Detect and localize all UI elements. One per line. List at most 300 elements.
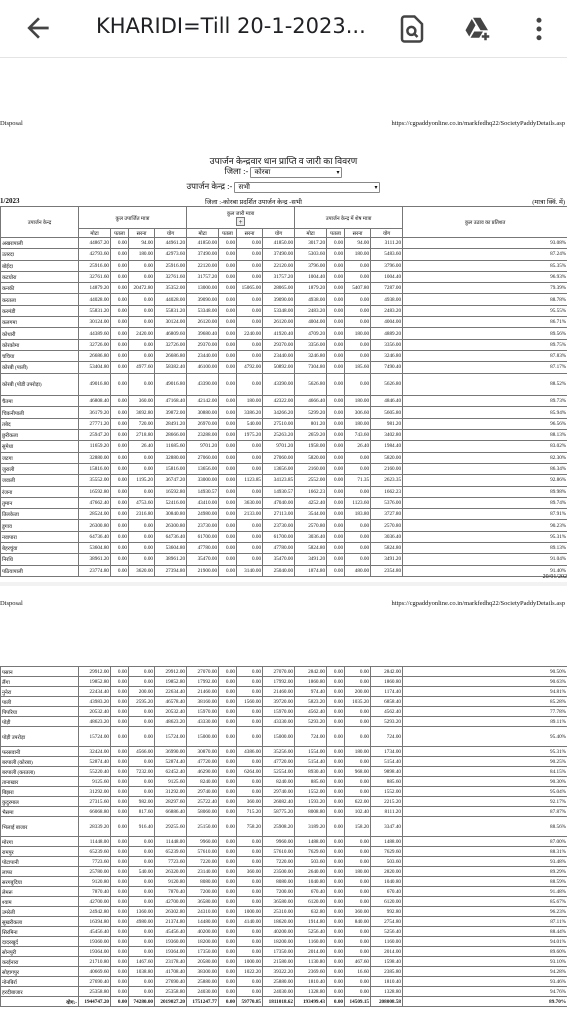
value-cell: 22634.40 [155, 687, 187, 697]
center-name-cell: कनकी [1, 283, 79, 294]
value-cell: 43330.00 [187, 717, 219, 727]
value-cell: 17992.00 [263, 677, 295, 687]
value-cell: 0.00 [327, 531, 345, 542]
value-cell: 0.00 [111, 418, 129, 429]
value-cell: 7629.60 [371, 847, 403, 857]
value-cell: 0.00 [219, 509, 237, 520]
value-cell: 35470.00 [187, 554, 219, 565]
center-name-cell: हरदीबाजार [1, 987, 79, 997]
table-row [1, 777, 567, 787]
drive-add-icon[interactable] [463, 14, 493, 44]
value-cell: 44961.20 [155, 238, 187, 249]
value-cell: 0.00 [219, 238, 237, 249]
value-cell: 0.00 [237, 897, 263, 907]
value-cell: 0.00 [219, 967, 237, 977]
value-cell: 11685.60 [155, 441, 187, 452]
value-cell: 94.81% [403, 687, 567, 697]
value-cell: 0.00 [219, 543, 237, 554]
value-cell: 0.00 [111, 350, 129, 361]
value-cell: 90.23% [403, 520, 567, 531]
table-row [1, 543, 567, 554]
value-cell: 3347.40 [371, 817, 403, 837]
value-cell: 0.00 [111, 917, 129, 927]
value-cell: 94.00 [129, 238, 155, 249]
table-row [1, 917, 567, 927]
value-cell: 14930.57 [263, 486, 295, 497]
value-cell: 2420.00 [129, 328, 155, 339]
value-cell: 29740.00 [187, 787, 219, 797]
table-row [1, 757, 567, 767]
value-cell: 0.00 [111, 847, 129, 857]
value-cell: 0.00 [111, 967, 129, 977]
value-cell: 0.00 [327, 797, 345, 807]
total-value-cell: 0.00 [327, 997, 345, 1007]
value-cell: 0.00 [345, 707, 371, 717]
total-row [1, 997, 567, 1007]
value-cell: 0.00 [345, 463, 371, 474]
value-cell: 0.00 [345, 717, 371, 727]
value-cell: 2718.80 [129, 430, 155, 441]
total-value-cell: 74280.00 [129, 997, 155, 1007]
value-cell: 715.20 [237, 807, 263, 817]
value-cell: 0.00 [327, 475, 345, 486]
value-cell: 0.00 [219, 897, 237, 907]
center-name-cell: डूगाव [1, 520, 79, 531]
value-cell: 39720.00 [263, 697, 295, 707]
value-cell: 5820.00 [295, 452, 327, 463]
value-cell: 0.00 [237, 373, 263, 396]
value-cell: 14930.57 [187, 486, 219, 497]
value-cell: 36580.00 [187, 897, 219, 907]
page-header-left: Disposal [0, 600, 23, 607]
value-cell: 1123.85 [237, 475, 263, 486]
value-cell: 15724.00 [155, 727, 187, 747]
value-cell: 480.00 [345, 565, 371, 576]
center-name-cell: कोथारी [1, 328, 79, 339]
value-cell: 758.20 [237, 817, 263, 837]
value-cell: 0.00 [327, 260, 345, 271]
value-cell: 0.00 [111, 977, 129, 987]
table-row [1, 867, 567, 877]
value-cell: 27060.00 [187, 452, 219, 463]
value-cell: 4709.20 [295, 328, 327, 339]
value-cell: 0.00 [129, 543, 155, 554]
value-cell: 0.00 [111, 373, 129, 396]
value-cell: 0.00 [327, 847, 345, 857]
value-cell: 46578.40 [155, 697, 187, 707]
value-cell: 32761.60 [155, 271, 187, 282]
value-cell: 0.00 [219, 452, 237, 463]
value-cell: 86.71% [403, 317, 567, 328]
value-cell: 180.00 [345, 328, 371, 339]
value-cell: 1860.80 [295, 677, 327, 687]
value-cell: 0.00 [219, 475, 237, 486]
value-cell: 0.00 [237, 687, 263, 697]
value-cell: 24030.00 [263, 987, 295, 997]
value-cell: 26082.40 [263, 797, 295, 807]
sub-header-cell: मोटा [79, 229, 111, 238]
table-row [1, 238, 567, 249]
value-cell: 26320.00 [155, 867, 187, 877]
center-name-cell: जुराली [1, 463, 79, 474]
value-cell: 0.00 [111, 677, 129, 687]
table-row [1, 554, 567, 565]
value-cell: 0.00 [219, 987, 237, 997]
value-cell: 0.00 [327, 947, 345, 957]
center-select-value: सभी [238, 182, 250, 191]
value-cell: 42700.00 [155, 897, 187, 907]
value-cell: 0.00 [129, 947, 155, 957]
value-cell: 0.00 [111, 452, 129, 463]
value-cell: 44389.60 [79, 328, 111, 339]
value-cell: 9120.80 [79, 877, 111, 887]
value-cell: 20580.00 [187, 957, 219, 967]
value-cell: 0.00 [219, 373, 237, 396]
value-cell: 1662.23 [371, 486, 403, 497]
value-cell: 15970.00 [263, 707, 295, 717]
value-cell: 0.00 [219, 554, 237, 565]
value-cell: 0.00 [129, 727, 155, 747]
value-cell: 30124.00 [79, 317, 111, 328]
value-cell: 981.20 [371, 418, 403, 429]
value-cell: 0.00 [129, 339, 155, 350]
value-cell: 29740.00 [263, 787, 295, 797]
chevron-down-icon: ▾ [374, 184, 378, 191]
table-row [1, 520, 567, 531]
value-cell: 4004.00 [371, 317, 403, 328]
value-cell: 64736.40 [79, 531, 111, 542]
value-cell: 46290.00 [187, 767, 219, 777]
document-viewer[interactable] [0, 58, 567, 1024]
table-row [1, 283, 567, 294]
center-name-cell: बरपाली (कोरबा) [1, 757, 79, 767]
center-name-cell: सुमेधा [1, 441, 79, 452]
value-cell: 0.00 [327, 887, 345, 897]
value-cell: 65239.60 [79, 847, 111, 857]
value-cell: 20472.80 [129, 283, 155, 294]
value-cell: 0.00 [327, 957, 345, 967]
center-name-cell: पिपरिया [1, 707, 79, 717]
value-cell: 0.00 [345, 294, 371, 305]
center-name-cell: सुखरीकला [1, 917, 79, 927]
back-arrow-icon[interactable] [22, 12, 54, 44]
value-cell: 0.00 [219, 260, 237, 271]
more-vert-icon[interactable] [524, 14, 554, 44]
center-name-cell: मोरगा [1, 837, 79, 847]
search-document-icon[interactable] [397, 14, 427, 44]
value-cell: 41920.40 [263, 328, 295, 339]
value-cell: 0.00 [129, 717, 155, 727]
value-cell: 0.00 [111, 554, 129, 565]
value-cell: 90.50% [403, 667, 567, 677]
table-row [1, 509, 567, 520]
value-cell: 0.00 [345, 937, 371, 947]
chevron-down-icon: ▾ [336, 169, 340, 176]
value-cell: 34123.85 [263, 475, 295, 486]
value-cell: 25908.20 [263, 817, 295, 837]
table-row [1, 767, 567, 777]
value-cell: 47168.40 [155, 396, 187, 407]
value-cell: 4980.00 [129, 917, 155, 927]
value-cell: 5154.40 [371, 757, 403, 767]
value-cell: 96.56% [403, 418, 567, 429]
value-cell: 28297.60 [155, 797, 187, 807]
value-cell: 0.00 [219, 520, 237, 531]
value-cell: 84.15% [403, 767, 567, 777]
group-issued-header [187, 207, 295, 229]
value-cell: 540.00 [237, 418, 263, 429]
value-cell: 53404.80 [79, 362, 111, 373]
value-cell: 94.28% [403, 967, 567, 977]
value-cell: 16394.80 [79, 917, 111, 927]
table-row [1, 967, 567, 977]
value-cell: 36747.20 [155, 475, 187, 486]
value-cell: 87.17% [403, 362, 567, 373]
paddy-report-table-page-2 [0, 666, 567, 1007]
value-cell: 1598.40 [371, 957, 403, 967]
value-cell: 29912.00 [79, 667, 111, 677]
value-cell: 0.00 [327, 777, 345, 787]
value-cell: 0.00 [327, 294, 345, 305]
value-cell: 0.00 [219, 667, 237, 677]
value-cell: 0.00 [111, 305, 129, 316]
value-cell: 0.00 [237, 294, 263, 305]
value-cell: 47720.00 [187, 757, 219, 767]
value-cell: 4753.60 [129, 497, 155, 508]
value-cell: 17350.00 [187, 947, 219, 957]
value-cell: 0.00 [129, 554, 155, 565]
value-cell: 49016.80 [155, 373, 187, 396]
value-cell: 720.00 [129, 418, 155, 429]
value-cell: 622.00 [345, 797, 371, 807]
center-filter [0, 181, 567, 193]
value-cell: 1488.00 [295, 837, 327, 847]
value-cell: 0.00 [327, 967, 345, 977]
value-cell: 55220.40 [79, 767, 111, 777]
value-cell: 0.00 [327, 677, 345, 687]
value-cell: 0.00 [327, 717, 345, 727]
value-cell: 0.00 [327, 283, 345, 294]
table-row [1, 787, 567, 797]
value-cell: 0.00 [219, 677, 237, 687]
value-cell: 6120.00 [295, 897, 327, 907]
value-cell: 22120.00 [263, 260, 295, 271]
center-name-cell: सरगबुदिया [1, 877, 79, 887]
value-cell: 1123.60 [345, 497, 371, 508]
value-cell: 2316.80 [129, 509, 155, 520]
value-cell: 90.63% [403, 677, 567, 687]
value-cell: 35352.00 [155, 283, 187, 294]
value-cell: 39872.00 [155, 407, 187, 418]
total-value-cell: 14509.15 [345, 997, 371, 1007]
value-cell: 0.00 [327, 565, 345, 576]
value-cell: 21374.80 [155, 917, 187, 927]
table-row [1, 727, 567, 747]
district-select[interactable] [250, 167, 342, 178]
value-cell: 0.00 [111, 897, 129, 907]
value-cell: 0.00 [237, 667, 263, 677]
value-cell: 0.00 [111, 271, 129, 282]
center-name-cell: कोरबी (पोडी उपरोड़ा) [1, 373, 79, 396]
value-cell: 180.00 [345, 249, 371, 260]
value-cell: 0.00 [345, 260, 371, 271]
value-cell: 0.00 [219, 877, 237, 887]
center-name-cell: रामपुर [1, 847, 79, 857]
value-cell: 4562.40 [371, 707, 403, 717]
table-row [1, 350, 567, 361]
value-cell: 968.00 [345, 767, 371, 777]
value-cell: 4666.40 [295, 396, 327, 407]
value-cell: 66068.80 [79, 807, 111, 817]
value-cell: 44028.00 [155, 294, 187, 305]
value-cell: 11659.20 [79, 441, 111, 452]
value-cell: 0.00 [327, 362, 345, 373]
value-cell: 0.00 [129, 787, 155, 797]
value-cell: 0.00 [345, 757, 371, 767]
value-cell: 0.00 [345, 373, 371, 396]
value-cell: 27070.00 [187, 667, 219, 677]
value-cell: 0.00 [111, 238, 129, 249]
total-value-cell: 193499.43 [295, 997, 327, 1007]
value-cell: 4004.00 [295, 317, 327, 328]
value-cell: 0.00 [219, 430, 237, 441]
value-cell: 1552.00 [295, 787, 327, 797]
value-cell: 158.20 [345, 817, 371, 837]
value-cell: 42142.00 [187, 396, 219, 407]
value-cell: 5626.80 [371, 373, 403, 396]
value-cell: 0.00 [219, 531, 237, 542]
value-cell: 0.00 [237, 947, 263, 957]
value-cell: 23730.00 [263, 520, 295, 531]
value-cell: 3402.80 [371, 430, 403, 441]
table-row [1, 847, 567, 857]
value-cell: 35256.00 [263, 747, 295, 757]
table-row [1, 697, 567, 707]
value-cell: 15724.00 [79, 727, 111, 747]
value-cell: 0.00 [111, 777, 129, 787]
value-cell: 21900.00 [187, 565, 219, 576]
value-cell: 7870.40 [79, 887, 111, 897]
value-cell: 1040.80 [295, 877, 327, 887]
value-cell: 7232.00 [129, 767, 155, 777]
sub-header-cell: मोटा [295, 229, 327, 238]
value-cell: 0.00 [129, 987, 155, 997]
value-cell: 0.00 [327, 305, 345, 316]
page-header-left: Disposal [0, 120, 23, 127]
value-cell: 0.00 [111, 807, 129, 817]
value-cell: 25880.00 [263, 977, 295, 987]
value-cell: 32880.00 [155, 452, 187, 463]
value-cell: 1160.00 [371, 937, 403, 947]
value-cell: 0.00 [345, 305, 371, 316]
value-cell: 19364.00 [155, 947, 187, 957]
value-cell: 0.00 [345, 339, 371, 350]
value-cell: 0.00 [111, 837, 129, 847]
center-name-cell: लैंगा [1, 677, 79, 687]
value-cell: 79.39% [403, 283, 567, 294]
value-cell: 1160.00 [295, 937, 327, 947]
value-cell: 25040.00 [263, 565, 295, 576]
value-cell: 0.00 [219, 887, 237, 897]
value-cell: 3491.20 [295, 554, 327, 565]
value-cell: 20532.40 [79, 707, 111, 717]
value-cell: 0.00 [111, 430, 129, 441]
expand-plus-icon[interactable]: + [236, 217, 245, 226]
pdf-page-1 [0, 58, 567, 582]
value-cell: 3246.80 [295, 350, 327, 361]
value-cell: 58775.20 [263, 807, 295, 817]
value-cell: 23500.00 [263, 867, 295, 877]
value-cell: 18620.00 [263, 917, 295, 927]
value-cell: 93.10% [403, 957, 567, 967]
value-cell: 2842.00 [295, 667, 327, 677]
value-cell: 185.60 [345, 362, 371, 373]
value-cell: 6858.40 [371, 697, 403, 707]
value-cell: 885.60 [371, 777, 403, 787]
value-cell: 0.00 [129, 757, 155, 767]
value-cell: 1560.00 [237, 697, 263, 707]
value-cell: 0.00 [111, 463, 129, 474]
value-cell: 0.00 [327, 907, 345, 917]
value-cell: 42700.00 [79, 897, 111, 907]
value-cell: 24980.00 [187, 509, 219, 520]
table-row [1, 937, 567, 947]
value-cell: 0.00 [219, 497, 237, 508]
value-cell: 32726.00 [79, 339, 111, 350]
value-cell: 840.00 [345, 917, 371, 927]
total-value-cell: 0.00 [111, 997, 129, 1007]
value-cell: 53604.80 [155, 543, 187, 554]
value-cell: 25880.00 [187, 977, 219, 987]
value-cell: 25916.00 [155, 260, 187, 271]
sub-header-cell: पतला [219, 229, 237, 238]
value-cell: 1467.60 [129, 957, 155, 967]
value-cell: 0.00 [345, 667, 371, 677]
value-cell: 0.00 [219, 294, 237, 305]
center-name-cell: पोड़ी [1, 717, 79, 727]
value-cell: 31757.20 [263, 271, 295, 282]
value-cell: 89.56% [403, 328, 567, 339]
value-cell: 0.00 [327, 452, 345, 463]
value-cell: 26.40 [345, 441, 371, 452]
value-cell: 65239.60 [155, 847, 187, 857]
value-cell: 2014.00 [295, 947, 327, 957]
value-cell: 91.04% [403, 554, 567, 565]
value-cell: 92.86% [403, 475, 567, 486]
value-cell: 0.00 [327, 817, 345, 837]
value-cell: 0.00 [327, 543, 345, 554]
sub-header-cell: सरना [237, 229, 263, 238]
value-cell: 88.78% [403, 294, 567, 305]
value-cell: 27690.40 [155, 977, 187, 987]
value-cell: 4140.00 [237, 917, 263, 927]
value-cell: 0.00 [237, 847, 263, 857]
value-cell: 23288.00 [187, 430, 219, 441]
value-cell: 89.11% [403, 717, 567, 727]
value-cell: 82.30% [403, 452, 567, 463]
value-cell: 0.00 [129, 707, 155, 717]
value-cell: 0.00 [111, 717, 129, 727]
table-row [1, 947, 567, 957]
value-cell: 0.00 [219, 787, 237, 797]
center-select[interactable] [234, 182, 380, 193]
value-cell: 7287.00 [371, 283, 403, 294]
center-name-cell: करतला [1, 294, 79, 305]
value-cell: 3692.80 [129, 407, 155, 418]
value-cell: 503.60 [371, 857, 403, 867]
district-filter [0, 166, 567, 178]
value-cell: 0.00 [237, 554, 263, 565]
